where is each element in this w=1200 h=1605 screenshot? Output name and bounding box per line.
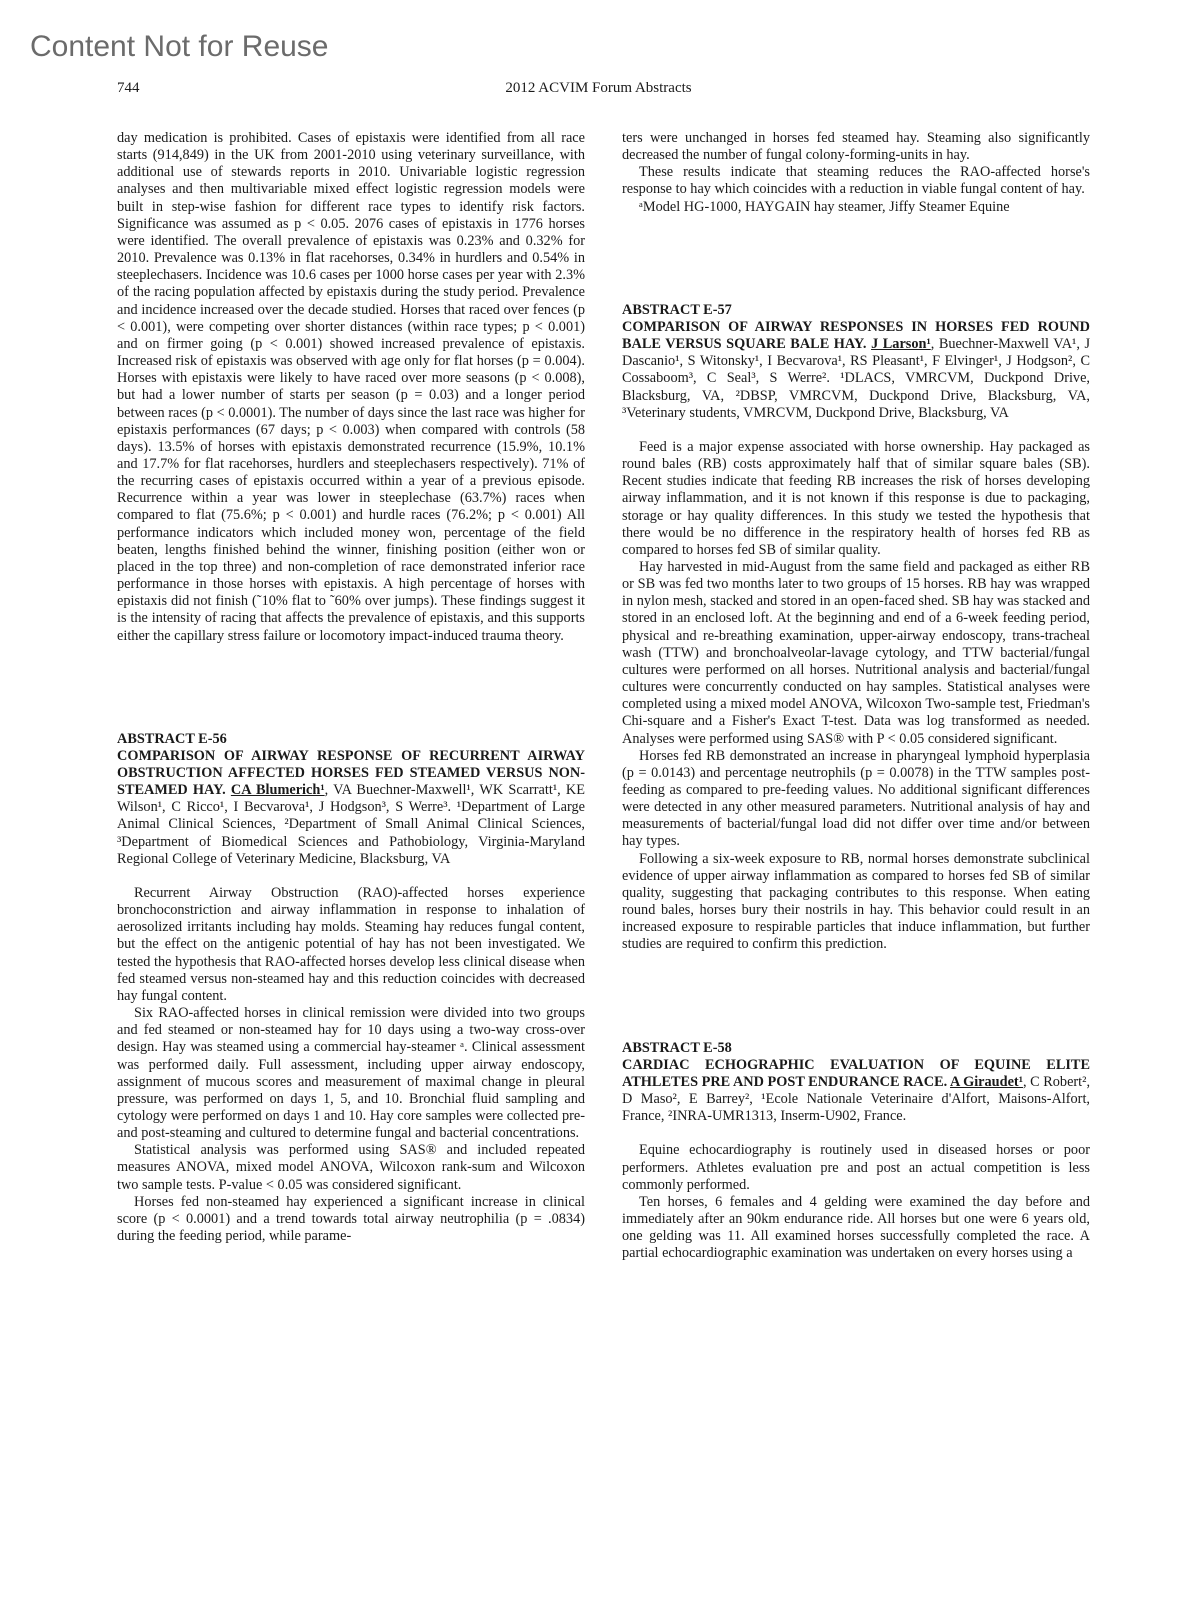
abstract-title-block: [117, 748, 585, 868]
abstract-paragraph: Equine echocardiography is routinely used in diseased horses or poor performers. Athletes evaluation pre and post an actual competition is less commonly performed.: [622, 1142, 1090, 1193]
abstract-title-block: [622, 319, 1090, 422]
abstract-e56: [117, 731, 585, 1246]
abstract-body: [117, 885, 585, 1245]
abstract-body: [622, 439, 1090, 954]
page-number: 744: [117, 80, 140, 96]
abstract-presenter: A Giraudet¹: [949, 1073, 1023, 1090]
abstract-title: COMPARISON OF AIRWAY RESPONSE OF RECURRENT AIRWAY OBSTRUCTION AFFECTED HORSES FED STEAMED VERSUS NON-STEAMED HAY.: [117, 747, 585, 799]
abstract-authors: , VA Buechner-Maxwell¹, WK Scarratt¹, KE Wilson¹, C Ricco¹, I Becvarova¹, J Hodgson³, S Werre³. ¹Department of Large Animal Clinical Sciences, ²Department of Small Animal Clinical Sciences, ³Department of Biomedical Sciences and Pathobiology, Virginia-Maryland Regional College of Veterinary Medicine, Blacksburg, VA: [117, 782, 585, 867]
journal-title: 2012 ACVIM Forum Abstracts: [505, 80, 692, 96]
abstract-title: COMPARISON OF AIRWAY RESPONSES IN HORSES FED ROUND BALE VERSUS SQUARE BALE HAY.: [622, 318, 1090, 353]
abstract-body: [622, 1142, 1090, 1262]
abstract-authors: , C Robert², D Maso², E Barrey², ¹Ecole Nationale Veterinaire d'Alfort, Maisons-Alfort, France, ²INRA-UMR1313, Inserm-U902, France.: [622, 1073, 1091, 1125]
abstract-authors: , Buechner-Maxwell VA¹, J Dascanio¹, S Witonsky¹, I Becvarova¹, RS Pleasant¹, F Elvinger¹, J Hodgson², C Cossaboom³, C Seal³, S Werre². ¹DLACS, VMRCVM, Duckpond Drive, Blacksburg, VA, ²DBSP, VMRCVM, Duckpond Drive, Blacksburg, VA, ³Veterinary students, VMRCVM, Duckpond Drive, Blacksburg, VA: [622, 336, 1091, 421]
abstract-title-block: [622, 1057, 1090, 1126]
abstract-label: ABSTRACT E-56: [117, 730, 227, 747]
abstract-label: ABSTRACT E-57: [622, 301, 732, 318]
running-head: [117, 80, 1080, 102]
continuation-paragraph: These results indicate that steaming reduces the RAO-affected horse's response to hay which coincides with a reduction in viable fungal content of hay.: [622, 164, 1090, 198]
abstract-paragraph: Following a six-week exposure to RB, normal horses demonstrate subclinical evidence of upper airway inflammation as compared to horses fed SB of similar quality, suggesting that packaging contributes to this response. When eating round bales, horses bury their nostrils in hay. This behavior could result in an increased exposure to respirable particles that induce inflammation, but further studies are required to confirm this prediction.: [622, 850, 1090, 953]
footnote: ᵃModel HG-1000, HAYGAIN hay steamer, Jiffy Steamer Equine: [639, 198, 1010, 215]
abstract-paragraph: Six RAO-affected horses in clinical remission were divided into two groups and fed steamed or non-steamed hay for 10 days using a two-way cross-over design. Hay was steamed using a commercial hay-steamer ᵃ. Clinical assessment was performed daily. Full assessment, including upper airway endoscopy, assignment of mucous scores and measurement of maximal change in pleural pressure, was performed on days 1, 5, and 10. Bronchial fluid sampling and cytology were performed on days 1 and 10. Hay core samples were collected pre- and post-steaming and cultured to determine fungal and bacterial concentrations.: [117, 1005, 585, 1142]
abstract-presenter: CA Blumerich¹: [230, 782, 325, 799]
abstract-title: CARDIAC ECHOGRAPHIC EVALUATION OF EQUINE ELITE ATHLETES PRE AND POST ENDURANCE RACE.: [622, 1056, 1090, 1090]
abstract-paragraph: Ten horses, 6 females and 4 gelding were examined the day before and immediately after an 90km endurance ride. All horses but one were 6 years old, one gelding was 11. All examined horses successfully completed the race. A partial echocardiographic examination was undertaken on every horses using a: [622, 1193, 1090, 1262]
abstract-paragraph: Horses fed RB demonstrated an increase in pharyngeal lymphoid hyperplasia (p = 0.0143) and percentage neutrophils (p = 0.0078) in the TTW samples post-feeding as compared to pre-feeding values. No additional significant differences were detected in any other measured parameters. Nutritional analysis of hay and measurements of bacterial/fungal load did not differ over time and/or between hay types.: [622, 747, 1090, 850]
abstract-presenter: J Larson¹: [871, 336, 931, 353]
watermark: Content Not for Reuse: [30, 30, 329, 63]
abstract-paragraph: Hay harvested in mid-August from the same field and packaged as either RB or SB was fed two months later to two groups of 15 horses. RB hay was wrapped in nylon mesh, stacked and stored in an open-faced shed. SB hay was stacked and stored in an enclosed loft. At the beginning and end of a 6-week feeding period, physical and re-breathing examination, upper-airway endoscopy, trans-tracheal wash (TTW) and bronchoalveolar-lavage cytology, and TTW bacterial/fungal cultures were performed on all horses. Nutritional analysis and bacterial/fungal cultures were concurrently conducted on hay samples. Statistical analyses were completed using a mixed model ANOVA, Wilcoxon Two-sample test, Friedman's Chi-square and a Fisher's Exact T-test. Data was log transformed as needed. Analyses were performed using SAS® with P < 0.05 considered significant.: [622, 558, 1090, 747]
abstract-paragraph: Feed is a major expense associated with horse ownership. Hay packaged as round bales (RB) costs approximately half that of similar square bales (SB). Recent studies indicate that feeding RB increases the risk of horses developing airway inflammation, and it is not known if this response is due to packaging, storage or hay quality differences. In this study we tested the hypothesis that there would be no difference in the respiratory health of horses fed RB as compared to horses fed SB of similar quality.: [622, 438, 1090, 558]
abstract-label: ABSTRACT E-58: [622, 1039, 732, 1056]
abstract-e57: [622, 302, 1090, 954]
continuation-paragraph: ters were unchanged in horses fed steamed hay. Steaming also significantly decreased the number of fungal colony-forming-units in hay.: [622, 130, 1090, 164]
continuation-paragraph: day medication is prohibited. Cases of epistaxis were identified from all race starts (914,849) in the UK from 2001-2010 using veterinary surveillance, with additional use of stewards reports in 2010. Univariable logistic regression analyses and then multivariable mixed effect logistic regression models were built in step-wise fashion for different race types to identify risk factors. Significance was assumed as p < 0.05. 2076 cases of epistaxis in 1776 horses were identified. The overall prevalence of epistaxis was 0.23% and 0.32% for 2010. Prevalence was 0.13% in flat racehorses, 0.34% in hurdlers and 0.54% in steeplechasers. Incidence was 10.6 cases per 1000 horse cases per year with 2.3% of the racing population affected by epistaxis during the study period. Prevalence and incidence increased over the decade studied. Horses that raced over fences (p < 0.001), were competing over shorter distances (within race types; p < 0.001) and on firmer going (p < 0.001) showed increased prevalence of epistaxis. Increased risk of epistaxis was observed with age only for flat horses (p = 0.004). Horses with epistaxis were likely to have raced over more seasons (p < 0.008), but had a lower number of starts per season (p = 0.03) and a longer period between races (p < 0.0001). The number of days since the last race was higher for epistaxis performances (67 days; p < 0.003) when compared with controls (58 days). 13.5% of horses with epistaxis demonstrated recurrence (15.9%, 10.1% and 17.7% for flat racehorses, hurdlers and steeplechasers respectively). 71% of the recurring cases of epistaxis occurred within a year of a previous episode. Recurrence within a year was lower in steeplechase (63.7%) races when compared to flat (75.6%; p < 0.001) and hurdle races (76.2%; p < 0.001) All performance indicators which included money won, percentage of the field beaten, lengths finished behind the winner, finishing position (either won or placed in the top three) and non-completion of race demonstrated inferior race performance in those horses with epistaxis. A high percentage of horses with epistaxis did not finish (˜10% flat to ˜60% over jumps). These findings suggest it is the intensity of racing that affects the prevalence of epistaxis, and this supports either the capillary stress failure or locomotory impact-induced trauma theory.: [117, 130, 585, 644]
abstract-paragraph: Horses fed non-steamed hay experienced a significant increase in clinical score (p < 0.0001) and a trend towards total airway neutrophilia (p = .0834) during the feeding period, while parame-: [117, 1193, 585, 1245]
abstract-e58: [622, 1040, 1090, 1263]
right-column: [622, 130, 1090, 1262]
abstract-paragraph: Statistical analysis was performed using SAS® and included repeated measures ANOVA, mixed model ANOVA, Wilcoxon rank-sum and Wilcoxon two sample tests. P-value < 0.05 was considered significant.: [117, 1142, 585, 1193]
abstract-paragraph: Recurrent Airway Obstruction (RAO)-affected horses experience bronchoconstriction and airway inflammation in response to inhalation of aerosolized irritants including hay molds. Steaming hay reduces fungal content, but the effect on the antigenic potential of hay has not been investigated. We tested the hypothesis that RAO-affected horses develop less clinical disease when fed steamed versus non-steamed hay and this reduction coincides with decreased hay fungal content.: [117, 884, 585, 1004]
left-column: [117, 130, 585, 1245]
